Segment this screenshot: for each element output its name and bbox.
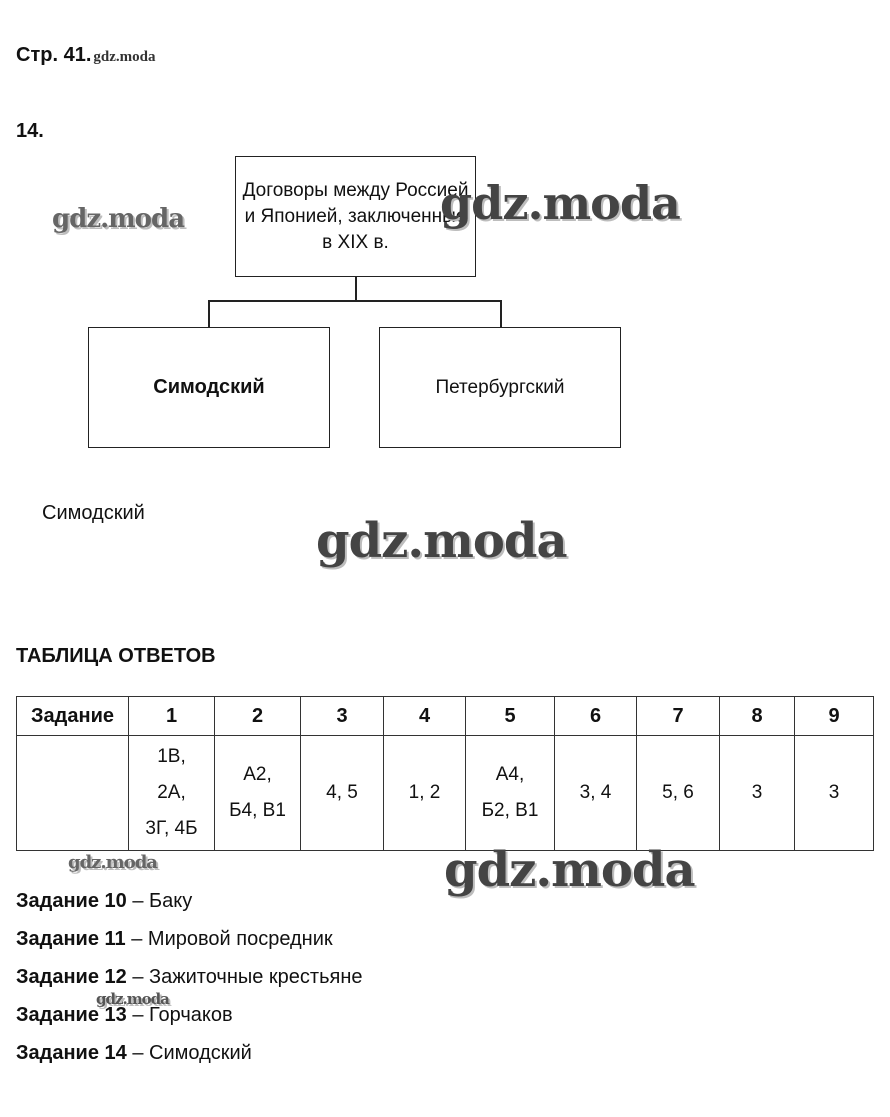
table-header-row [17,697,874,736]
header-cell: 8 [720,697,795,736]
header-cell: 5 [466,697,555,736]
diagram-left-box [88,327,330,448]
watermark: gdz.moda [96,990,169,1008]
diagram-right-box [379,327,621,448]
extra-answer-14: Задание 14 – Симодский [16,1042,252,1064]
diagram-left-text: Симодский [153,376,265,398]
extra-answer-11: Задание 11 – Мировой посредник [16,928,333,950]
value-cell: 5, 6 [637,736,720,851]
extra-answer-10: Задание 10 – Баку [16,890,193,912]
answers-table-title: ТАБЛИЦА ОТВЕТОВ [16,645,216,667]
connector-horizontal [208,300,501,302]
watermark: gdz.moda [444,842,695,898]
value-cell: А4, Б2, В1 [466,736,555,851]
page-ref-watermark: gdz.moda [93,49,156,65]
value-cell: А2, Б4, В1 [215,736,301,851]
diagram-right-text: Петербургский [435,376,565,398]
page-ref-text: Стр. 41. [16,44,92,66]
answers-table [16,696,874,851]
header-cell: 9 [795,697,874,736]
task-answer: Симодский [42,502,145,524]
value-cell: 3 [720,736,795,851]
extra-answer-12: Задание 12 – Зажиточные крестьяне [16,966,363,988]
watermark: gdz.moda [440,176,680,230]
diagram-top-box [235,156,476,277]
value-cell: 3 [795,736,874,851]
header-cell: 3 [301,697,384,736]
connector-vertical-right [500,300,502,327]
header-label: Задание [17,697,129,736]
extra-answer-13: Задание 13 – Горчаков [16,1004,233,1026]
value-cell: 1В, 2А, 3Г, 4Б [129,736,215,851]
page-reference [16,44,155,67]
diagram-top-text: Договоры между Россией и Японией, заключенные в XIX в. [242,179,469,253]
value-cell: 1, 2 [384,736,466,851]
header-cell: 2 [215,697,301,736]
empty-cell [17,736,129,851]
header-cell: 1 [129,697,215,736]
header-cell: 7 [637,697,720,736]
watermark: gdz.moda [316,513,567,569]
connector-vertical-left [208,300,210,327]
connector-vertical-top [355,277,357,301]
value-cell: 3, 4 [555,736,637,851]
table-values-row [17,736,874,851]
header-cell: 4 [384,697,466,736]
watermark: gdz.moda [52,204,185,234]
header-cell: 6 [555,697,637,736]
watermark: gdz.moda [68,852,157,873]
task-number: 14. [16,120,44,142]
value-cell: 4, 5 [301,736,384,851]
